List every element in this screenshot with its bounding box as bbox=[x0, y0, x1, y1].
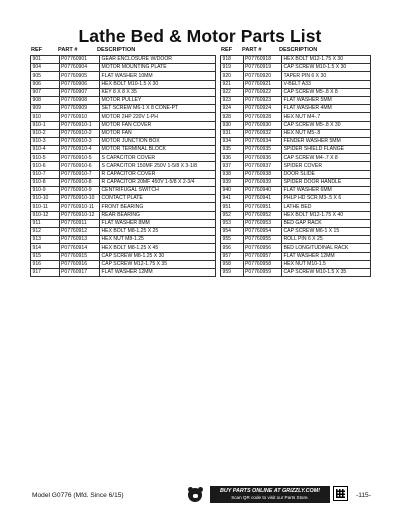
ref-cell: 911 bbox=[31, 219, 60, 227]
ref-cell: 938 bbox=[221, 170, 244, 178]
page-footer bbox=[0, 484, 400, 514]
description-cell: ROLL PIN 6 X 25 bbox=[282, 236, 371, 244]
description-cell: CAP SCREW M4-.7 X 8 bbox=[282, 154, 371, 162]
part-number-cell: P07760901 bbox=[59, 56, 100, 64]
part-number-cell: P07760905 bbox=[59, 72, 100, 80]
table-row bbox=[221, 170, 371, 178]
ref-cell: 913 bbox=[31, 236, 60, 244]
description-header: DESCRIPTION bbox=[97, 47, 136, 53]
table-row bbox=[221, 195, 371, 203]
ref-cell: 910-9 bbox=[31, 187, 60, 195]
table-row bbox=[31, 129, 216, 137]
part-number-cell: P07760907 bbox=[59, 88, 100, 96]
table-row bbox=[221, 252, 371, 260]
page-number: -115- bbox=[356, 492, 371, 499]
table-row bbox=[31, 244, 216, 252]
description-cell: CENTRIFUGAL SWITCH bbox=[100, 187, 216, 195]
description-cell: HEX BOLT M8-1.25 X 25 bbox=[100, 227, 216, 235]
description-cell: HEX BOLT M12-1.75 X 40 bbox=[282, 211, 371, 219]
part-number-cell: P07760910-2 bbox=[59, 129, 100, 137]
part-number-cell: P07760953 bbox=[243, 219, 282, 227]
ref-cell: 951 bbox=[221, 203, 244, 211]
table-row bbox=[31, 56, 216, 64]
table-row bbox=[221, 80, 371, 88]
table-row bbox=[31, 96, 216, 104]
description-cell: CAP SCREW M5-.8 X 8 bbox=[282, 88, 371, 96]
table-row bbox=[221, 211, 371, 219]
table-row bbox=[221, 154, 371, 162]
part-number-cell: P07760906 bbox=[59, 80, 100, 88]
description-cell: CAP SCREW M5-.8 X 30 bbox=[282, 121, 371, 129]
ref-cell: 910 bbox=[31, 113, 60, 121]
description-cell: CAP SCREW M12-1.75 X 35 bbox=[100, 260, 216, 268]
bear-logo-icon bbox=[188, 488, 202, 502]
part-number-cell: P07760952 bbox=[243, 211, 282, 219]
parts-table-left bbox=[30, 46, 216, 277]
part-number-cell: P07760910-7 bbox=[59, 170, 100, 178]
description-cell: CAP SCREW M10-1.5 X 35 bbox=[282, 268, 371, 276]
description-cell: CAP SCREW M6-1 X 15 bbox=[282, 227, 371, 235]
table-row bbox=[31, 162, 216, 170]
table-row bbox=[31, 113, 216, 121]
part-number-cell: P07760909 bbox=[59, 105, 100, 113]
part-number-cell: P07760935 bbox=[243, 146, 282, 154]
ref-header: REF bbox=[221, 47, 233, 53]
ref-cell: 937 bbox=[221, 162, 244, 170]
parts-table-right bbox=[220, 46, 371, 277]
part-number-cell: P07760910-4 bbox=[59, 146, 100, 154]
part-number-cell: P07760928 bbox=[243, 113, 282, 121]
part-number-cell: P07760910-10 bbox=[59, 195, 100, 203]
description-cell: PHLP HD SCR M3-.5 X 6 bbox=[282, 195, 371, 203]
ref-cell: 910-12 bbox=[31, 211, 60, 219]
table-row bbox=[221, 113, 371, 121]
part-number-cell: P07760930 bbox=[243, 121, 282, 129]
part-number-cell: P07760910-1 bbox=[59, 121, 100, 129]
description-cell: CAP SCREW M10-1.5 X 30 bbox=[282, 64, 371, 72]
part-number-cell: P07760917 bbox=[59, 268, 100, 276]
ref-cell: 928 bbox=[221, 113, 244, 121]
description-cell: MOTOR FAN bbox=[100, 129, 216, 137]
ref-cell: 919 bbox=[221, 64, 244, 72]
table-row bbox=[31, 178, 216, 186]
description-cell: SPIDER COVER bbox=[282, 162, 371, 170]
table-row bbox=[31, 121, 216, 129]
description-cell: R CAPACITOR 20MF 450V 1-5/8 X 2-3/4 bbox=[100, 178, 216, 186]
table-row bbox=[221, 268, 371, 276]
description-cell: HEX NUT M5-.8 bbox=[282, 129, 371, 137]
table-row bbox=[31, 88, 216, 96]
part-number-cell: P07760941 bbox=[243, 195, 282, 203]
part-number-cell: P07760910-9 bbox=[59, 187, 100, 195]
table-row bbox=[31, 260, 216, 268]
part-number-cell: P07760920 bbox=[243, 72, 282, 80]
description-cell: R CAPACITOR COVER bbox=[100, 170, 216, 178]
part-number-cell: P07760957 bbox=[243, 252, 282, 260]
parts-store-banner[interactable] bbox=[210, 486, 330, 503]
part-number-cell: P07760919 bbox=[243, 64, 282, 72]
part-number-cell: P07760910-6 bbox=[59, 162, 100, 170]
ref-cell: 914 bbox=[31, 244, 60, 252]
description-cell: HEX BOLT M10-1.5 X 30 bbox=[100, 80, 216, 88]
description-header: DESCRIPTION bbox=[279, 47, 318, 53]
table-row bbox=[221, 219, 371, 227]
table-row bbox=[31, 64, 216, 72]
promo-line-2: Scan QR code to visit our Parts Store. bbox=[231, 495, 309, 500]
part-number-cell: P07760904 bbox=[59, 64, 100, 72]
description-cell: HEX BOLT M12-1.75 X 30 bbox=[282, 56, 371, 64]
ref-header: REF bbox=[31, 47, 43, 53]
table-row bbox=[31, 252, 216, 260]
ref-cell: 923 bbox=[221, 96, 244, 104]
table-row bbox=[31, 195, 216, 203]
ref-cell: 910-5 bbox=[31, 154, 60, 162]
description-cell: FLAT WASHER 12MM bbox=[282, 252, 371, 260]
part-number-cell: P07760939 bbox=[243, 178, 282, 186]
ref-cell: 916 bbox=[31, 260, 60, 268]
description-cell: SPIDER SHIELD FLANGE bbox=[282, 146, 371, 154]
ref-cell: 910-1 bbox=[31, 121, 60, 129]
description-cell: S CAPACITOR COVER bbox=[100, 154, 216, 162]
table-row bbox=[221, 162, 371, 170]
table-row bbox=[221, 129, 371, 137]
table-row bbox=[31, 170, 216, 178]
promo-line-1: BUY PARTS ONLINE AT GRIZZLY.COM! bbox=[219, 488, 321, 494]
ref-cell: 910-2 bbox=[31, 129, 60, 137]
part-number-cell: P07760932 bbox=[243, 129, 282, 137]
part-number-cell: P07760910-11 bbox=[59, 203, 100, 211]
part-number-cell: P07760955 bbox=[243, 236, 282, 244]
ref-cell: 952 bbox=[221, 211, 244, 219]
part-number-cell: P07760954 bbox=[243, 227, 282, 235]
table-row bbox=[221, 146, 371, 154]
ref-cell: 936 bbox=[221, 154, 244, 162]
ref-cell: 901 bbox=[31, 56, 60, 64]
part-number-cell: P07760922 bbox=[243, 88, 282, 96]
ref-cell: 930 bbox=[221, 121, 244, 129]
table-row bbox=[31, 236, 216, 244]
table-row bbox=[221, 187, 371, 195]
table-row bbox=[31, 219, 216, 227]
description-cell: S CAPACITOR 150MF 250V 1-5/8 X 3-1/8 bbox=[100, 162, 216, 170]
part-number-cell: P07760910-12 bbox=[59, 211, 100, 219]
description-cell: SET SCREW M6-1 X 8 CONE-PT bbox=[100, 105, 216, 113]
part-number-cell: P07760911 bbox=[59, 219, 100, 227]
table-row bbox=[31, 203, 216, 211]
ref-cell: 918 bbox=[221, 56, 244, 64]
table-row bbox=[221, 64, 371, 72]
part-number-cell: P07760923 bbox=[243, 96, 282, 104]
description-cell: FLAT WASHER 5MM bbox=[282, 96, 371, 104]
part-number-cell: P07760959 bbox=[243, 268, 282, 276]
table-row bbox=[31, 137, 216, 145]
ref-cell: 924 bbox=[221, 105, 244, 113]
part-number-cell: P07760912 bbox=[59, 227, 100, 235]
part-header: PART # bbox=[58, 47, 78, 53]
part-number-cell: P07760914 bbox=[59, 244, 100, 252]
table-row bbox=[31, 146, 216, 154]
description-cell: MOTOR PULLEY bbox=[100, 96, 216, 104]
table-row bbox=[221, 178, 371, 186]
description-cell: FLAT WASHER 12MM bbox=[100, 268, 216, 276]
part-number-cell: P07760913 bbox=[59, 236, 100, 244]
part-number-cell: P07760940 bbox=[243, 187, 282, 195]
part-number-cell: P07760937 bbox=[243, 162, 282, 170]
description-cell: REAR BEARING bbox=[100, 211, 216, 219]
ref-cell: 904 bbox=[31, 64, 60, 72]
description-cell: HEX NUT M10-1.5 bbox=[282, 260, 371, 268]
table-header bbox=[30, 46, 216, 55]
ref-cell: 912 bbox=[31, 227, 60, 235]
table-row bbox=[221, 260, 371, 268]
table-row bbox=[221, 137, 371, 145]
ref-cell: 955 bbox=[221, 236, 244, 244]
part-number-cell: P07760921 bbox=[243, 80, 282, 88]
part-number-cell: P07760910-3 bbox=[59, 137, 100, 145]
model-label: Model G0776 (Mfd. Since 6/15) bbox=[32, 492, 124, 499]
ref-cell: 910-8 bbox=[31, 178, 60, 186]
description-cell: SPIDER DOOR HANDLE bbox=[282, 178, 371, 186]
ref-cell: 910-4 bbox=[31, 146, 60, 154]
table-row bbox=[221, 88, 371, 96]
ref-cell: 958 bbox=[221, 260, 244, 268]
table-row bbox=[31, 211, 216, 219]
table-row bbox=[221, 56, 371, 64]
description-cell: CAP SCREW M8-1.25 X 30 bbox=[100, 252, 216, 260]
table-row bbox=[221, 236, 371, 244]
ref-cell: 917 bbox=[31, 268, 60, 276]
description-cell: BED LONG/TUDINAL RACK bbox=[282, 244, 371, 252]
ref-cell: 922 bbox=[221, 88, 244, 96]
table-row bbox=[221, 227, 371, 235]
ref-cell: 921 bbox=[221, 80, 244, 88]
qr-code-icon[interactable] bbox=[333, 486, 348, 501]
ref-cell: 941 bbox=[221, 195, 244, 203]
part-number-cell: P07760951 bbox=[243, 203, 282, 211]
description-cell: FENDER WASHER 5MM bbox=[282, 137, 371, 145]
part-number-cell: P07760910 bbox=[59, 113, 100, 121]
ref-cell: 931 bbox=[221, 129, 244, 137]
table-row bbox=[31, 268, 216, 276]
ref-cell: 920 bbox=[221, 72, 244, 80]
description-cell: GEAR ENCLOSURE W/DOOR bbox=[100, 56, 216, 64]
description-cell: HEX NUT M8-1.25 bbox=[100, 236, 216, 244]
table-row bbox=[221, 244, 371, 252]
ref-cell: 910-6 bbox=[31, 162, 60, 170]
description-cell: HEX NUT M4-.7 bbox=[282, 113, 371, 121]
ref-cell: 957 bbox=[221, 252, 244, 260]
table-row bbox=[31, 227, 216, 235]
description-cell: MOTOR 2HP 220V 1-PH bbox=[100, 113, 216, 121]
ref-cell: 935 bbox=[221, 146, 244, 154]
part-number-cell: P07760910-8 bbox=[59, 178, 100, 186]
table-row bbox=[31, 154, 216, 162]
part-number-cell: P07760916 bbox=[59, 260, 100, 268]
table-row bbox=[221, 105, 371, 113]
table-header bbox=[220, 46, 371, 55]
description-cell: FLAT WASHER 4MM bbox=[282, 105, 371, 113]
part-number-cell: P07760915 bbox=[59, 252, 100, 260]
table-row bbox=[31, 105, 216, 113]
table-row bbox=[221, 121, 371, 129]
part-number-cell: P07760958 bbox=[243, 260, 282, 268]
ref-cell: 959 bbox=[221, 268, 244, 276]
part-number-cell: P07760956 bbox=[243, 244, 282, 252]
table-row bbox=[221, 72, 371, 80]
description-cell: DOOR SLIDE bbox=[282, 170, 371, 178]
description-cell: FLAT WASHER 8MM bbox=[100, 219, 216, 227]
ref-cell: 910-7 bbox=[31, 170, 60, 178]
description-cell: CONTACT PLATE bbox=[100, 195, 216, 203]
ref-cell: 939 bbox=[221, 178, 244, 186]
part-number-cell: P07760924 bbox=[243, 105, 282, 113]
ref-cell: 953 bbox=[221, 219, 244, 227]
ref-cell: 905 bbox=[31, 72, 60, 80]
description-cell: FRONT BEARING bbox=[100, 203, 216, 211]
part-number-cell: P07760936 bbox=[243, 154, 282, 162]
ref-cell: 954 bbox=[221, 227, 244, 235]
ref-cell: 915 bbox=[31, 252, 60, 260]
table-row bbox=[31, 187, 216, 195]
description-cell: BED GAP RACK bbox=[282, 219, 371, 227]
part-number-cell: P07760934 bbox=[243, 137, 282, 145]
ref-cell: 908 bbox=[31, 96, 60, 104]
description-cell: HEX BOLT M8-1.25 X 45 bbox=[100, 244, 216, 252]
ref-cell: 956 bbox=[221, 244, 244, 252]
description-cell: FLAT WASHER 10MM bbox=[100, 72, 216, 80]
ref-cell: 906 bbox=[31, 80, 60, 88]
table-row bbox=[31, 80, 216, 88]
part-header: PART # bbox=[242, 47, 262, 53]
description-cell: MOTOR FAN COVER bbox=[100, 121, 216, 129]
table-row bbox=[221, 96, 371, 104]
part-number-cell: P07760918 bbox=[243, 56, 282, 64]
description-cell: KEY 8 X 8 X 35 bbox=[100, 88, 216, 96]
ref-cell: 910-11 bbox=[31, 203, 60, 211]
ref-cell: 907 bbox=[31, 88, 60, 96]
table-row bbox=[221, 203, 371, 211]
description-cell: MOTOR JUNCTION BOX bbox=[100, 137, 216, 145]
ref-cell: 940 bbox=[221, 187, 244, 195]
ref-cell: 910-3 bbox=[31, 137, 60, 145]
page-title: Lathe Bed & Motor Parts List bbox=[78, 26, 322, 46]
description-cell: V-BELT A33 bbox=[282, 80, 371, 88]
ref-cell: 910-10 bbox=[31, 195, 60, 203]
description-cell: MOTOR TERMINAL BLOCK bbox=[100, 146, 216, 154]
ref-cell: 934 bbox=[221, 137, 244, 145]
ref-cell: 909 bbox=[31, 105, 60, 113]
part-number-cell: P07760910-5 bbox=[59, 154, 100, 162]
part-number-cell: P07760908 bbox=[59, 96, 100, 104]
description-cell: MOTOR MOUNTING PLATE bbox=[100, 64, 216, 72]
description-cell: TAPER PIN 6 X 30 bbox=[282, 72, 371, 80]
description-cell: LATHE BED bbox=[282, 203, 371, 211]
part-number-cell: P07760938 bbox=[243, 170, 282, 178]
table-row bbox=[31, 72, 216, 80]
description-cell: FLAT WASHER 6MM bbox=[282, 187, 371, 195]
